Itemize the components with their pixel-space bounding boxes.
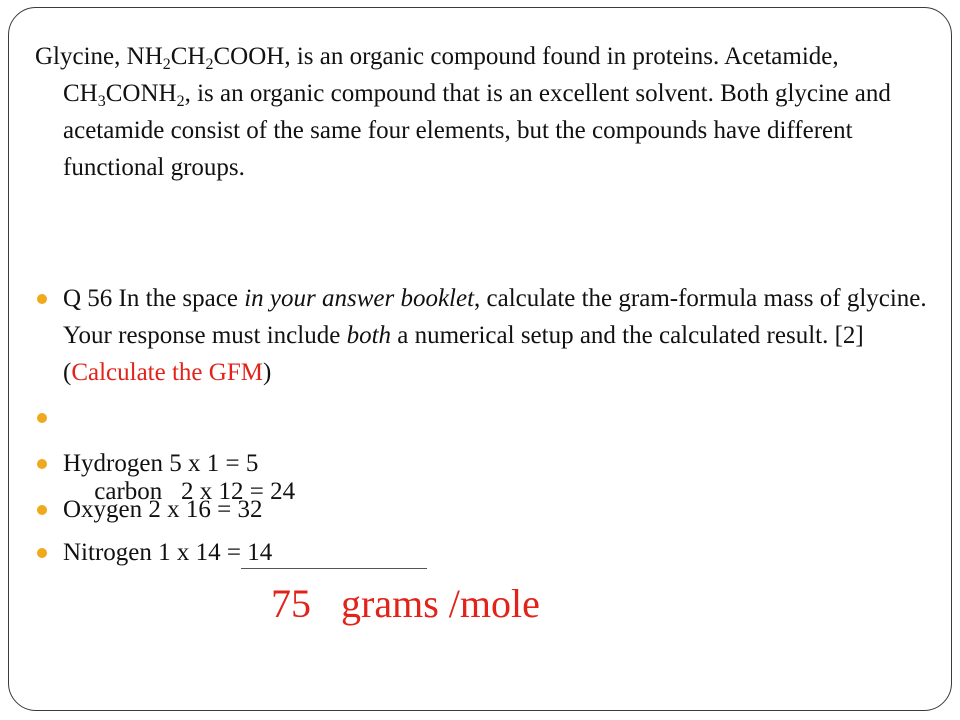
intro-text: CH [170,43,206,70]
bullet-icon [37,459,47,469]
intro-text: COOH, is an organic compound found in proteins. Acetamide, CH [63,43,839,107]
calc-row-nitrogen [35,534,943,571]
bullet-icon [37,505,47,515]
intro-text: , is an organic compound that is an excellent solvent. Both glycine and acetamide consist of the same four elements, but the compounds have different functional groups. [63,80,891,181]
bullet-icon [37,294,47,304]
calc-text: Nitrogen 1 x 14 = 14 [63,539,273,566]
subscript: 2 [162,56,171,73]
question-hint: Calculate the GFM [71,359,263,386]
calc-text: carbon 2 x 12 = 24 [88,478,296,505]
calc-row-hydrogen [35,445,943,482]
calc-row-oxygen [35,491,943,528]
bullet-icon [37,413,47,423]
sum-rule [241,568,427,569]
question-text: , calculate the gram-formula mass of glycine. Your response must include [63,285,927,349]
calc-text: Oxygen 2 x 16 = 32 [63,496,263,523]
subscript: 2 [176,93,185,110]
bullet-icon [37,548,47,558]
question-text: Q 56 In the space [63,285,245,312]
question-italic: in your answer booklet [244,285,475,312]
question-italic: both [346,322,392,349]
slide [8,7,952,711]
subscript: 2 [205,56,214,73]
intro-paragraph [35,38,943,186]
intro-text: Glycine, NH [35,43,163,70]
question-text: ) [262,359,272,386]
subscript: 3 [97,93,106,110]
question-bullet [35,280,943,391]
question-text: a numerical setup and the calculated result. [2] ( [63,322,864,386]
result-text: 75 grams /mole [271,581,540,626]
calc-text: Hydrogen 5 x 1 = 5 [63,450,259,477]
intro-text: CONH [105,80,177,107]
